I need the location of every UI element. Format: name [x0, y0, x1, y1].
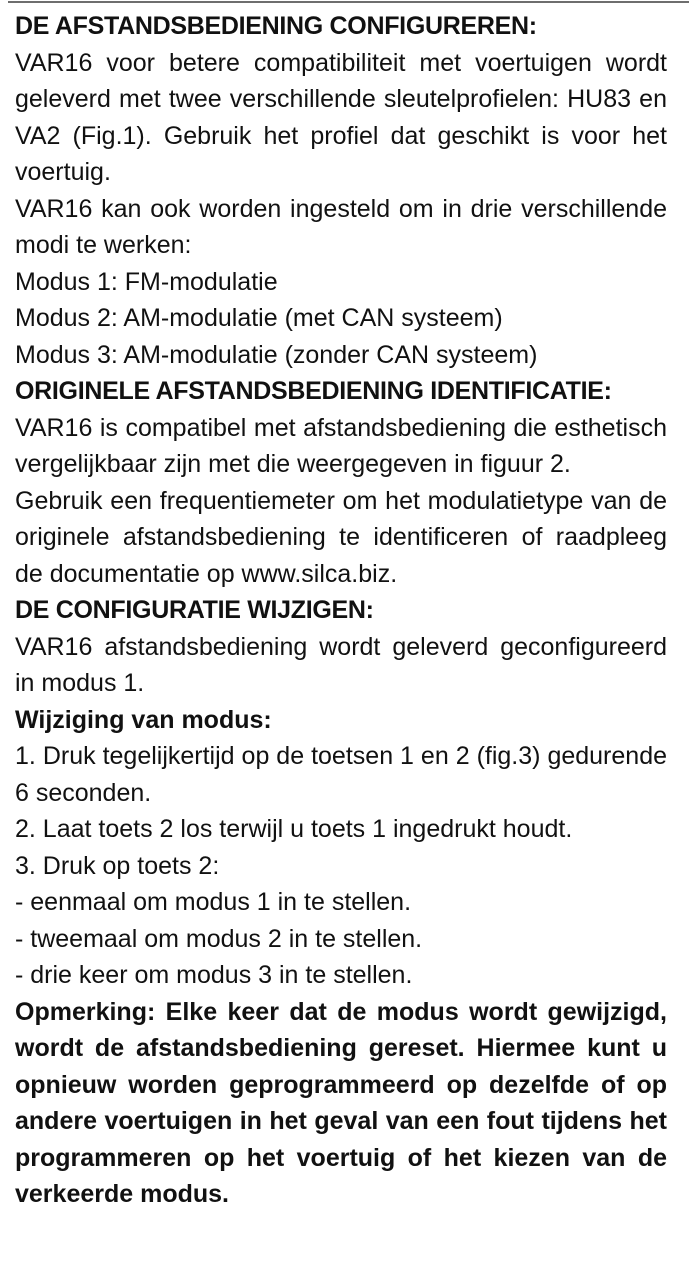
mode-item-2: Modus 2: AM-modulatie (met CAN systeem)	[15, 304, 503, 332]
config-paragraph-profiles: VAR16 voor betere compatibiliteit met voertuigen wordt geleverd met twee verschillende sleutelprofielen: HU83 en VA2 (Fig.1). Gebruik het profiel dat geschikt is voor het voertuig.	[15, 48, 667, 186]
mode-item-3: Modus 3: AM-modulatie (zonder CAN systeem)	[15, 340, 538, 369]
mode-item-1: Modus 1: FM-modulatie	[15, 267, 278, 296]
instruction-document	[15, 8, 667, 1213]
step-item-1: 1. Druk tegelijkertijd op de toetsen 1 en 2 (fig.3) gedurende 6 seconden.	[15, 742, 667, 807]
option-item-1: - eenmaal om modus 1 in te stellen.	[15, 888, 412, 916]
step-item-2: 2. Laat toets 2 los terwijl u toets 1 ingedrukt houdt.	[15, 815, 573, 843]
option-item-3: - drie keer om modus 3 in te stellen.	[15, 961, 413, 989]
step-item-3: 3. Druk op toets 2:	[15, 851, 220, 880]
top-divider	[8, 1, 689, 3]
note-paragraph: Opmerking: Elke keer dat de modus wordt gewijzigd, wordt de afstandsbediening gereset. Hiermee kunt u opnieuw worden geprogrammeerd op dezelfde of op andere voertuigen in het geval van een fout tijdens het programmeren op het voertuig of het kiezen van de verkeerde modus.	[15, 997, 667, 1208]
identification-paragraph-frequency: Gebruik een frequentiemeter om het modulatietype van de originele afstandsbediening te identificeren of raadpleeg de documentatie op www.silca.biz.	[15, 486, 667, 588]
section-heading-configure: DE AFSTANDSBEDIENING CONFIGUREREN:	[15, 12, 537, 40]
config-paragraph-modes-intro: VAR16 kan ook worden ingesteld om in drie verschillende modi te werken:	[15, 194, 667, 259]
subheading-mode-change: Wijziging van modus:	[15, 705, 272, 734]
identification-paragraph-compatibility: VAR16 is compatibel met afstandsbediening die esthetisch vergelijkbaar zijn met die weergegeven in figuur 2.	[15, 413, 667, 478]
option-item-2: - tweemaal om modus 2 in te stellen.	[15, 924, 423, 953]
section-heading-identification: ORIGINELE AFSTANDSBEDIENING IDENTIFICATIE:	[15, 377, 612, 405]
change-paragraph-default: VAR16 afstandsbediening wordt geleverd geconfigureerd in modus 1.	[15, 632, 667, 697]
section-heading-change-config: DE CONFIGURATIE WIJZIGEN:	[15, 596, 374, 624]
